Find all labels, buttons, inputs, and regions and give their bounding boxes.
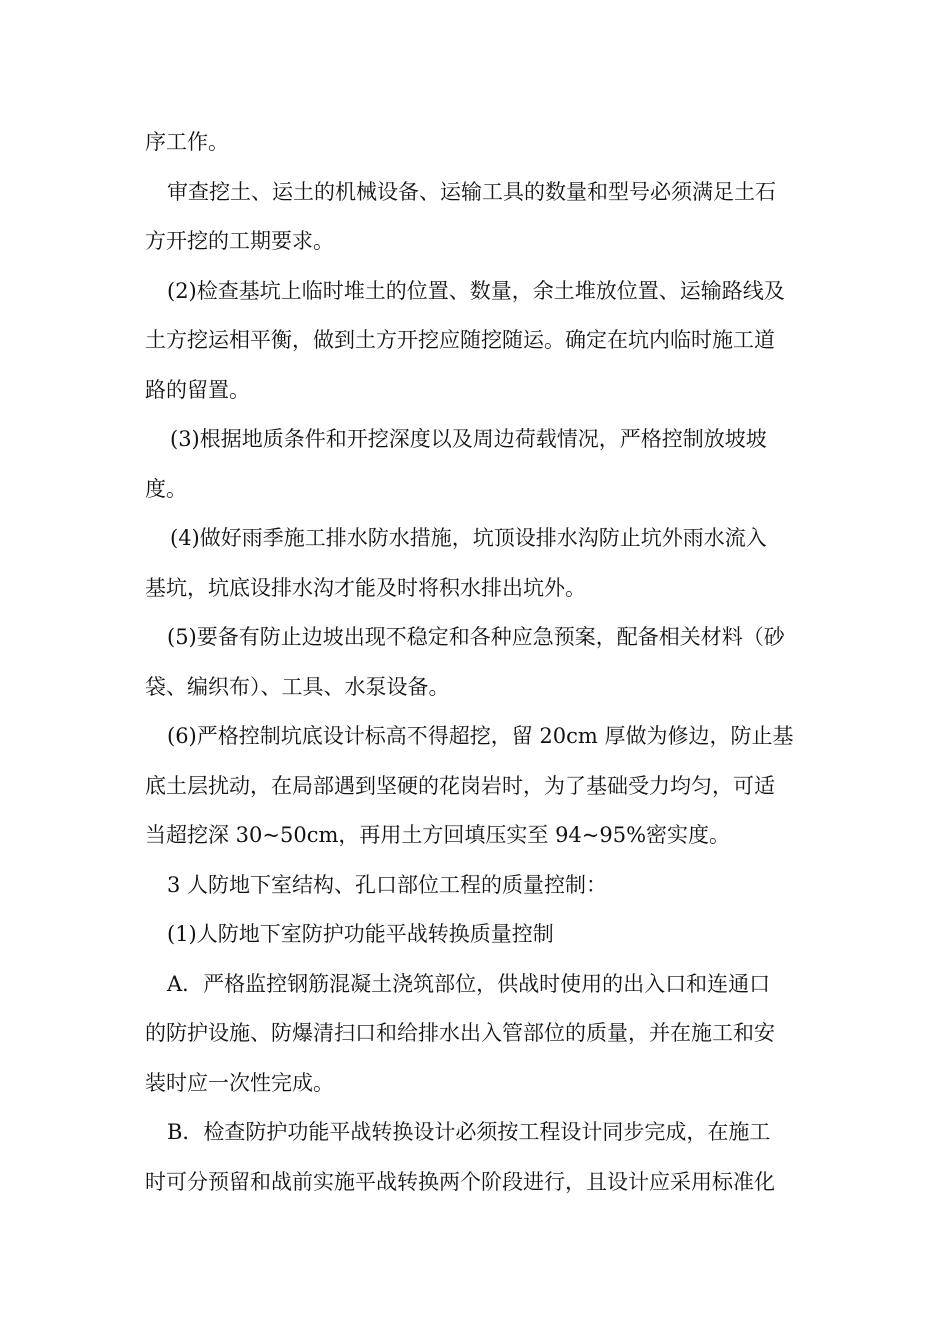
text-line: 底土层扰动，在局部遇到坚硬的花岗岩时，为了基础受力均匀，可适	[145, 773, 775, 798]
text-line: (5)要备有防止边坡出现不稳定和各种应急预案，配备相关材料（砂	[167, 625, 785, 649]
text-line: 时可分预留和战前实施平战转换两个阶段进行，且设计应采用标准化	[145, 1169, 775, 1194]
text-line: 方开挖的工期要求。	[145, 229, 334, 253]
text-line: 3 人防地下室结构、孔口部位工程的质量控制：	[167, 872, 608, 897]
text-line: (3)根据地质条件和开挖深度以及周边荷载情况，严格控制放坡坡	[170, 427, 767, 451]
text-line: 土方挖运相平衡，做到土方开挖应随挖随运。确定在坑内临时施工道	[145, 328, 775, 352]
text-line: (2)检查基坑上临时堆土的位置、数量，余土堆放位置、运输路线及	[167, 278, 785, 303]
text-line: 序工作。	[145, 130, 229, 154]
text-line: 基坑，坑底设排水沟才能及时将积水排出坑外。	[145, 575, 586, 600]
text-line: 袋、编织布）、工具、水泵设备。	[145, 674, 450, 699]
text-line: 审查挖土、运土的机械设备、运输工具的数量和型号必须满足土石	[167, 179, 776, 204]
text-line: B．检查防护功能平战转换设计必须按工程设计同步完成，在施工	[167, 1120, 771, 1144]
text-line: 装时应一次性完成。	[145, 1070, 334, 1095]
document-body	[145, 118, 810, 1207]
text-line: A．严格监控钢筋混凝土浇筑部位，供战时使用的出入口和连通口	[167, 971, 771, 996]
text-line: 度。	[145, 476, 187, 501]
text-line: (6)严格控制坑底设计标高不得超挖，留 20cm 厚做为修边，防止基	[167, 724, 794, 748]
text-line: (1)人防地下室防护功能平战转换质量控制	[167, 922, 554, 946]
text-line: 路的留置。	[145, 377, 250, 402]
text-line: 的防护设施、防爆清扫口和给排水出入管部位的质量，并在施工和安	[145, 1021, 775, 1045]
text-line: (4)做好雨季施工排水防水措施，坑顶设排水沟防止坑外雨水流入	[170, 526, 767, 550]
text-line: 当超挖深 30~50cm，再用土方回填压实至 94~95%密实度。	[145, 823, 731, 847]
